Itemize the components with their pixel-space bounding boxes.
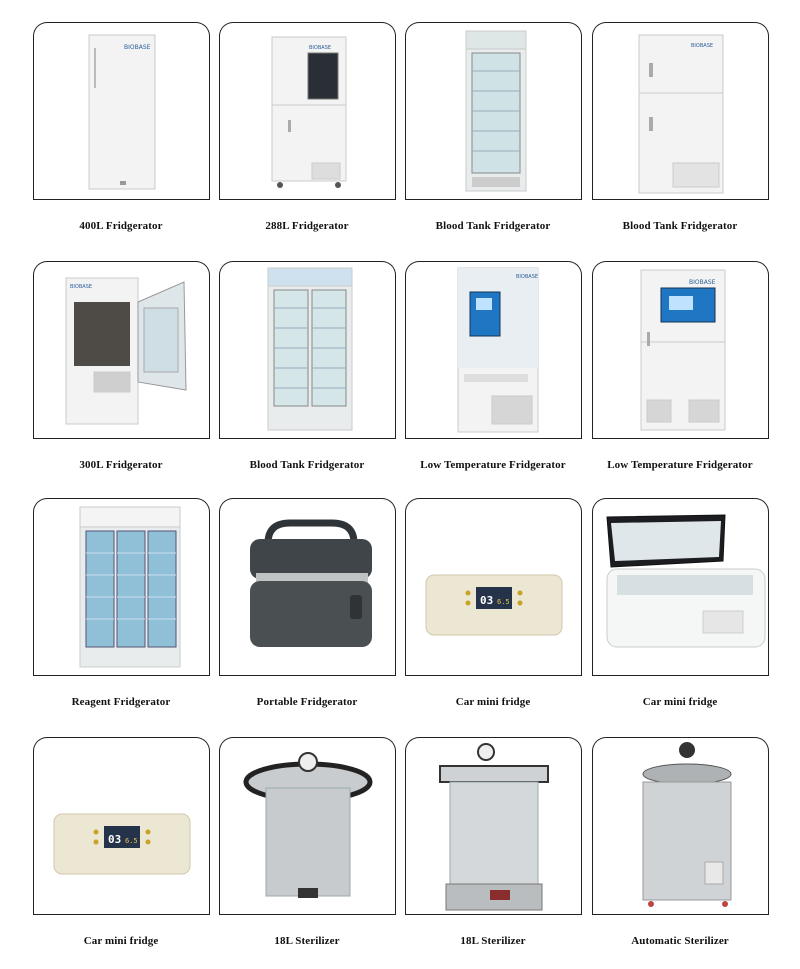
product-label: 300L Fridgerator <box>79 459 163 471</box>
svg-text:BIOBASE: BIOBASE <box>70 284 93 290</box>
product-label: 400L Fridgerator <box>79 220 163 232</box>
pressure-sterilizer-round-icon <box>220 738 396 915</box>
card-baseline <box>33 438 210 439</box>
portable-cooler-icon <box>220 499 396 676</box>
triple-glass-door-fridge-icon <box>34 499 210 676</box>
product-card <box>219 737 396 915</box>
svg-text:6.5: 6.5 <box>497 598 510 606</box>
chest-mini-fridge-icon <box>593 499 769 676</box>
card-baseline <box>219 438 396 439</box>
product-label: Car mini fridge <box>83 935 159 947</box>
svg-text:BIOBASE: BIOBASE <box>516 274 539 280</box>
product-label: Portable Fridgerator <box>256 696 358 708</box>
product-card <box>219 22 396 200</box>
card-baseline <box>592 438 769 439</box>
product-label: Low Temperature Fridgerator <box>420 459 566 471</box>
card-baseline <box>33 199 210 200</box>
svg-text:6.5: 6.5 <box>125 837 138 845</box>
card-baseline <box>405 675 582 676</box>
svg-text:03: 03 <box>108 833 122 846</box>
mini-fridge-panel-icon <box>406 499 582 676</box>
product-label: 288L Fridgerator <box>265 220 349 232</box>
card-baseline <box>592 675 769 676</box>
product-card <box>405 498 582 676</box>
product-label: Blood Tank Fridgerator <box>435 220 551 232</box>
product-label: Blood Tank Fridgerator <box>249 459 365 471</box>
open-door-fridge-icon <box>34 262 210 439</box>
card-baseline <box>405 914 582 915</box>
pressure-sterilizer-tall-icon <box>406 738 582 915</box>
product-label: Low Temperature Fridgerator <box>607 459 753 471</box>
upright-fridge-solid-icon <box>34 23 210 200</box>
card-baseline <box>405 199 582 200</box>
product-card <box>219 498 396 676</box>
product-card <box>405 22 582 200</box>
product-card <box>592 22 769 200</box>
product-card <box>33 498 210 676</box>
ult-freezer-blue-icon <box>406 262 582 439</box>
product-card <box>33 261 210 439</box>
mini-fridge-panel-icon <box>34 738 210 915</box>
card-baseline <box>592 914 769 915</box>
ult-freezer-blue-two-door-icon <box>593 262 769 439</box>
card-baseline <box>592 199 769 200</box>
product-card <box>592 737 769 915</box>
card-baseline <box>33 675 210 676</box>
product-card <box>33 22 210 200</box>
product-card <box>405 737 582 915</box>
svg-text:BIOBASE: BIOBASE <box>691 43 714 49</box>
product-card <box>219 261 396 439</box>
two-door-fridge-solid-icon <box>593 23 769 200</box>
svg-text:BIOBASE: BIOBASE <box>689 279 716 286</box>
product-label: Reagent Fridgerator <box>71 696 171 708</box>
product-card <box>592 261 769 439</box>
svg-text:BIOBASE: BIOBASE <box>124 44 151 51</box>
product-card <box>405 261 582 439</box>
product-card <box>33 737 210 915</box>
product-label: Automatic Sterilizer <box>631 935 729 947</box>
card-baseline <box>33 914 210 915</box>
product-label: 18L Sterilizer <box>274 935 340 947</box>
card-baseline <box>219 914 396 915</box>
svg-text:BIOBASE: BIOBASE <box>309 45 332 51</box>
card-baseline <box>219 675 396 676</box>
svg-text:03: 03 <box>480 594 494 607</box>
product-label: Car mini fridge <box>642 696 718 708</box>
card-baseline <box>219 199 396 200</box>
product-card <box>592 498 769 676</box>
glass-door-fridge-icon <box>406 23 582 200</box>
card-baseline <box>405 438 582 439</box>
product-label: Blood Tank Fridgerator <box>622 220 738 232</box>
two-door-fridge-window-icon <box>220 23 396 200</box>
vertical-autoclave-icon <box>593 738 769 915</box>
double-glass-door-fridge-icon <box>220 262 396 439</box>
product-label: 18L Sterilizer <box>460 935 526 947</box>
product-label: Car mini fridge <box>455 696 531 708</box>
